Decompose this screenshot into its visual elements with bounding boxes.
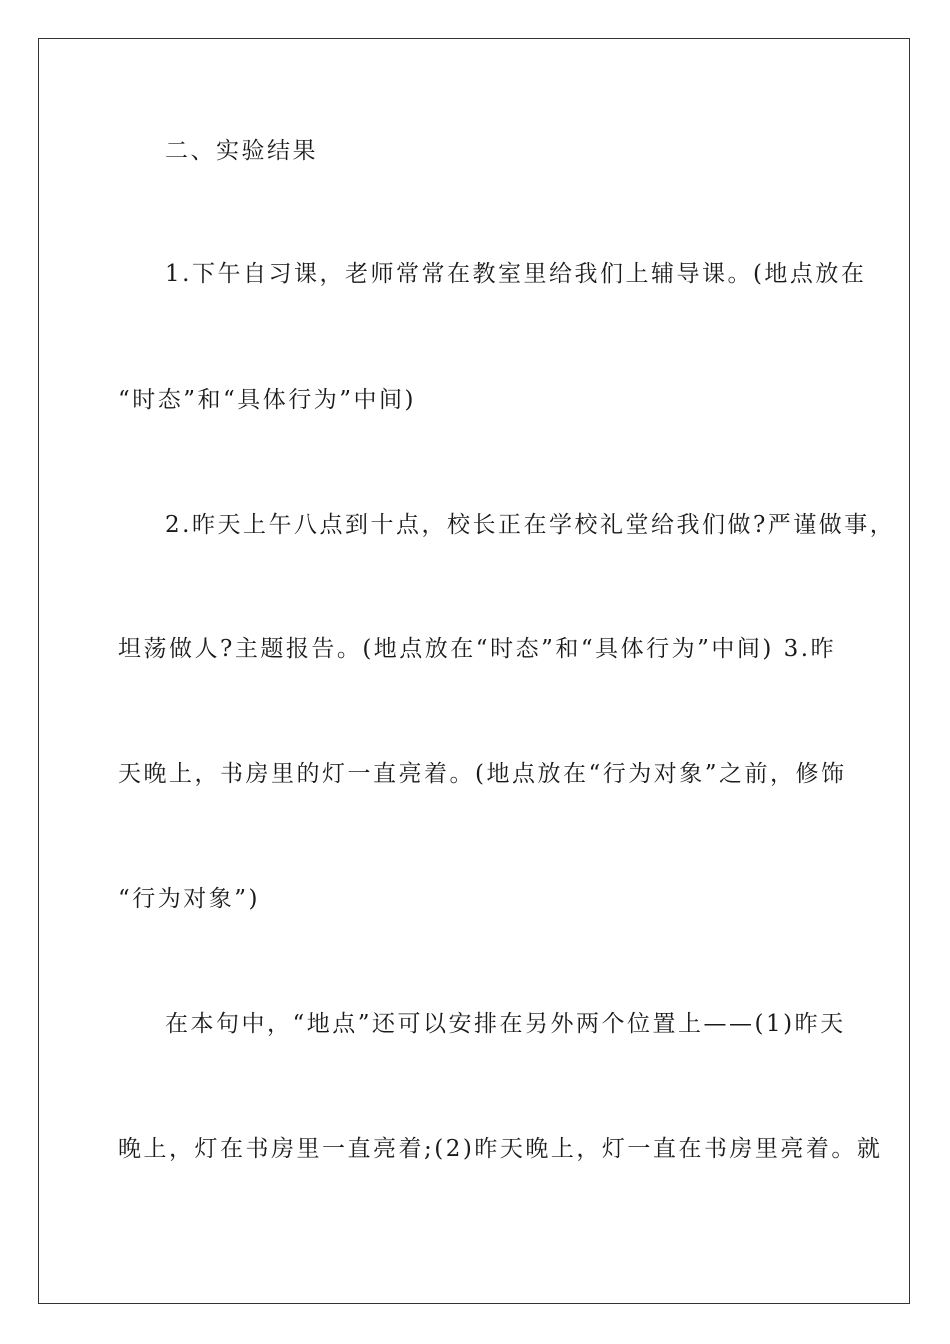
paragraph-line: 晚上，灯在书房里一直亮着;(2)昨天晚上，灯一直在书房里亮着。就 (118, 1136, 883, 1162)
paragraph-line: “时态”和“具体行为”中间) (118, 387, 417, 413)
page-border (38, 38, 910, 1304)
paragraph-line: “行为对象”) (118, 886, 260, 912)
paragraph-line: 坦荡做人?主题报告。(地点放在“时态”和“具体行为”中间) 3.昨 (118, 636, 837, 662)
paragraph-line: 1.下午自习课，老师常常在教室里给我们上辅导课。(地点放在 (165, 261, 867, 287)
paragraph-line: 2.昨天上午八点到十点，校长正在学校礼堂给我们做?严谨做事， (165, 512, 896, 538)
section-heading: 二、实验结果 (165, 138, 318, 164)
paragraph-line: 在本句中，“地点”还可以安排在另外两个位置上——(1)昨天 (165, 1011, 846, 1037)
paragraph-line: 天晚上，书房里的灯一直亮着。(地点放在“行为对象”之前，修饰 (118, 761, 847, 787)
